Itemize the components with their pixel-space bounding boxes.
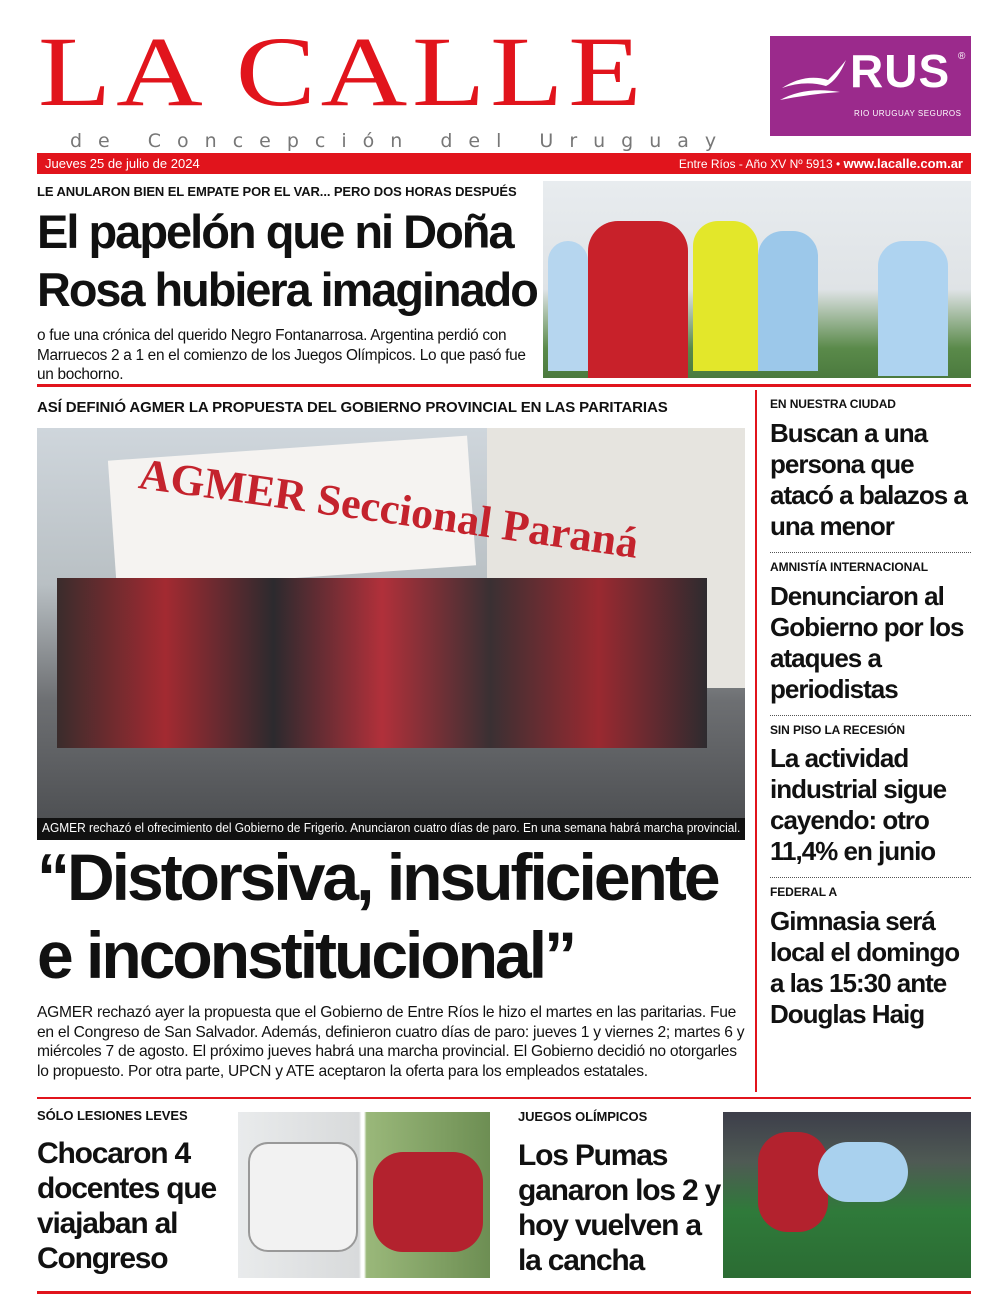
section-divider: [37, 384, 971, 387]
ad-tagline: RIO URUGUAY SEGUROS: [854, 109, 962, 118]
sidebar-headline[interactable]: Denunciaron al Gobierno por los ataques a periodistas: [770, 580, 964, 704]
issue-date: Jueves 25 de julio de 2024: [45, 156, 200, 171]
photo-caption: AGMER rechazó el ofrecimiento del Gobierno de Frigerio. Anunciaron cuatro días de paro. En una semana habrá marcha provincial.: [42, 821, 741, 835]
sidebar-kicker: FEDERAL A: [770, 885, 838, 900]
bottom-left-kicker: SÓLO LESIONES LEVES: [37, 1108, 188, 1123]
photo-caption-bar: [37, 818, 745, 840]
bottom-right-headline[interactable]: Los Pumas ganaron los 2 y hoy vuelven a la cancha: [518, 1139, 721, 1277]
rugby-photo: [723, 1112, 971, 1278]
edition-info: Entre Ríos - Año XV Nº 5913 •: [678, 157, 841, 171]
top-story-kicker: LE ANULARON BIEN EL EMPATE POR EL VAR... PERO DOS HORAS DESPUÉS: [37, 184, 517, 199]
website-link[interactable]: www.lacalle.com.ar: [843, 156, 963, 171]
top-story-body: o fue una crónica del querido Negro Fontanarrosa. Argentina perdió con Marruecos 2 a 1 en el comienzo de los Juegos Olímpicos. Lo que pasó fue un bochorno.: [37, 327, 526, 383]
ad-brand: RUS: [850, 45, 951, 97]
ad-registered: ®: [958, 51, 966, 62]
football-photo: [543, 181, 971, 378]
bottom-rule: [37, 1291, 971, 1294]
main-headline-2[interactable]: e inconstitucional”: [37, 918, 575, 992]
main-story-body: AGMER rechazó ayer la propuesta que el Gobierno de Entre Ríos le hizo el martes en las paritarias. Fue en el Congreso de San Salvador. Además, definieron cuatro días de paro: jueves 1 y viernes 2; martes 6 y miércoles 7 de agosto. El próximo jueves habrá una marcha provincial. El Gobierno decidió no otorgarles lo propuesto. Por otra parte, UPCN y ATE aceptaron la oferta para los empleados estatales.: [37, 1004, 745, 1080]
wave-logo-icon: [780, 58, 850, 108]
top-story-headline-2[interactable]: Rosa hubiera imaginado: [37, 263, 537, 316]
sidebar-headline[interactable]: Buscan a una persona que atacó a balazos a una menor: [770, 417, 967, 541]
sidebar-headline[interactable]: La actividad industrial sigue cayendo: otro 11,4% en junio: [770, 743, 947, 867]
sidebar-item[interactable]: [770, 716, 975, 878]
sidebar: [770, 390, 975, 1040]
top-story-headline-1[interactable]: El papelón que ni Doña: [37, 205, 513, 258]
date-bar: [37, 153, 971, 174]
section-divider: [37, 1097, 971, 1099]
masthead-logo: LA CALLE: [38, 16, 647, 127]
rus-advertisement[interactable]: [770, 36, 971, 136]
masthead-subtitle: de Concepción del Uruguay: [70, 130, 733, 152]
bottom-left-headline[interactable]: Chocaron 4 docentes que viajaban al Congreso: [37, 1137, 216, 1275]
sidebar-kicker: AMNISTÍA INTERNACIONAL: [770, 559, 929, 574]
sidebar-headline[interactable]: Gimnasia será local el domingo a las 15:30 ante Douglas Haig: [770, 906, 960, 1030]
column-divider: [755, 390, 757, 1092]
banner-text: AGMER Seccional Paraná: [136, 449, 642, 568]
protest-photo: [37, 428, 745, 818]
sidebar-kicker: EN NUESTRA CIUDAD: [770, 397, 896, 411]
main-story-kicker: ASÍ DEFINIÓ AGMER LA PROPUESTA DEL GOBIERNO PROVINCIAL EN LAS PARITARIAS: [37, 399, 668, 416]
sidebar-item[interactable]: [770, 878, 975, 1040]
bottom-right-kicker: JUEGOS OLÍMPICOS: [518, 1109, 648, 1124]
sidebar-item[interactable]: [770, 553, 975, 715]
sidebar-kicker: SIN PISO LA RECESIÓN: [770, 722, 905, 737]
sidebar-item[interactable]: [770, 390, 975, 552]
main-headline-1[interactable]: “Distorsiva, insuficiente: [37, 840, 718, 914]
car-crash-photo: [238, 1112, 490, 1278]
